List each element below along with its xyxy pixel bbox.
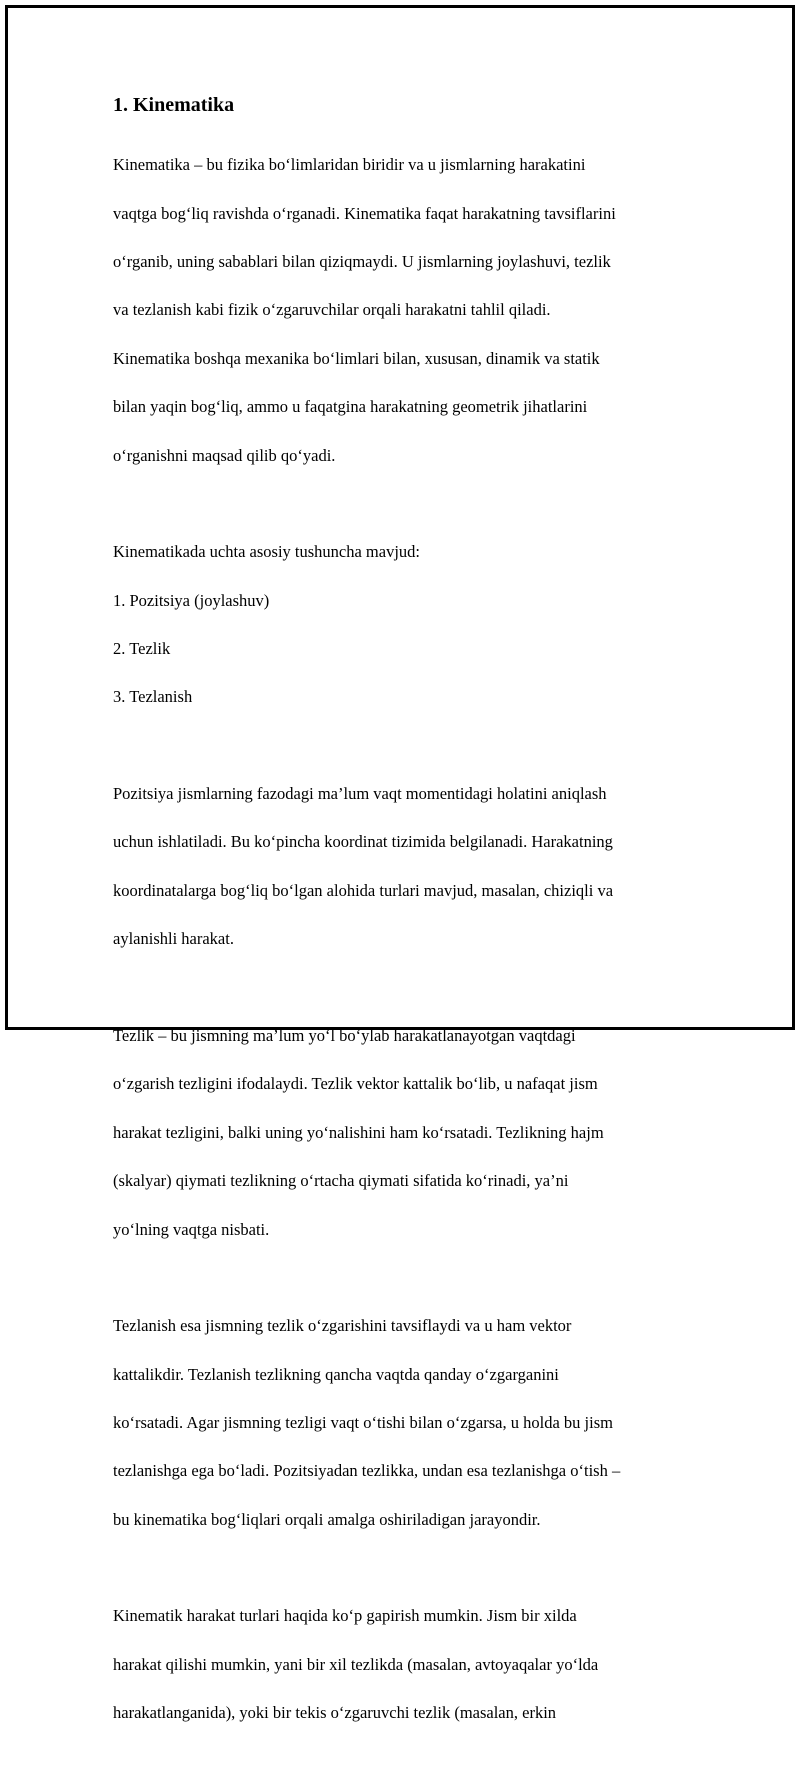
text-line: o‘rganishni maqsad qilib qo‘yadi. [113,445,336,465]
paragraph-concepts-list [113,516,703,734]
text-line: Tezlik – bu jismning ma’lum yo‘l bo‘ylab harakatlanayotgan vaqtdagi [113,1025,576,1045]
text-line: kattalikdir. Tezlanish tezlikning qancha vaqtda qanday o‘zgarganini [113,1364,559,1384]
text-line: bu kinematika bog‘liqlari orqali amalga oshiriladigan jarayondir. [113,1509,541,1529]
list-intro: Kinematikada uchta asosiy tushuncha mavjud: [113,542,421,562]
text-line: Kinematik harakat turlari haqida ko‘p gapirish mumkin. Jism bir xilda [113,1606,577,1626]
paragraph-motion-types [113,1580,703,1749]
text-line: bilan yaqin bog‘liq, ammo u faqatgina harakatning geometrik jihatlarini [113,397,588,417]
text-line: tezlanishga ega bo‘ladi. Pozitsiyadan tezlikka, undan esa tezlanishga o‘tish – [113,1461,621,1481]
text-line: Tezlanish esa jismning tezlik o‘zgarishini tavsiflaydi va u ham vektor [113,1316,572,1336]
text-line: harakatlanganida), yoki bir tekis o‘zgaruvchi tezlik (masalan, erkin [113,1703,557,1723]
text-line: aylanishli harakat. [113,929,234,949]
text-line: ko‘rsatadi. Agar jismning tezligi vaqt o‘tishi bilan o‘zgarsa, u holda bu jism [113,1412,613,1432]
text-line: vaqtga bog‘liq ravishda o‘rganadi. Kinematika faqat harakatning tavsiflarini [113,203,616,223]
text-line: Pozitsiya jismlarning fazodagi ma’lum vaqt momentidagi holatini aniqlash [113,784,607,804]
text-line: harakat qilishi mumkin, yani bir xil tezlikda (masalan, avtoyaqalar yo‘lda [113,1654,599,1674]
list-item: 2. Tezlik [113,639,171,659]
text-line: (skalyar) qiymati tezlikning o‘rtacha qiymati sifatida ko‘rinadi, ya’ni [113,1171,569,1191]
text-line: uchun ishlatiladi. Bu ko‘pincha koordinat tizimida belgilanadi. Harakatning [113,832,613,852]
paragraph-position [113,758,703,976]
paragraph-acceleration [113,1290,703,1556]
document-body [113,92,703,1774]
text-line: o‘rganib, uning sabablari bilan qiziqmaydi. U jismlarning joylashuvi, tezlik [113,252,611,272]
text-line: koordinatalarga bog‘liq bo‘lgan alohida turlari mavjud, masalan, chiziqli va [113,880,614,900]
text-line: Kinematika boshqa mexanika bo‘limlari bilan, xususan, dinamik va statik [113,348,600,368]
text-line: o‘zgarish tezligini ifodalaydi. Tezlik vektor kattalik bo‘lib, u nafaqat jism [113,1074,598,1094]
text-line: harakat tezligini, balki uning yo‘nalishini ham ko‘rsatadi. Tezlikning hajm [113,1122,604,1142]
text-line: va tezlanish kabi fizik o‘zgaruvchilar orqali harakatni tahlil qiladi. [113,300,551,320]
paragraph-intro [113,129,703,492]
list-item: 1. Pozitsiya (joylashuv) [113,590,270,610]
paragraph-velocity [113,1000,703,1266]
list-item: 3. Tezlanish [113,687,193,707]
text-line: Kinematika – bu fizika bo‘limlaridan biridir va u jismlarning harakatini [113,155,586,175]
section-heading: 1. Kinematika [113,94,235,116]
text-line: yo‘lning vaqtga nisbati. [113,1219,270,1239]
